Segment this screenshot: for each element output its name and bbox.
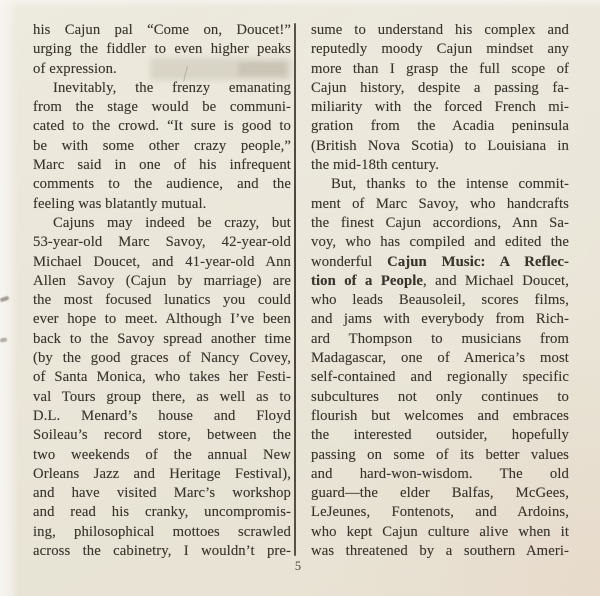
body-text: 53-year-old Marc Savoy, 42-year-old: [33, 234, 291, 251]
body-text: gration from the Acadia peninsula: [311, 118, 569, 135]
body-text: But, thanks to the intense commit-: [331, 176, 569, 193]
body-text: Soileau’s record store, between the: [33, 427, 291, 444]
text-line: [311, 175, 569, 194]
text-line: [311, 79, 569, 98]
body-text: ever hope to meet. Although I’ve been: [33, 311, 291, 328]
book-title-bold-text: Cajun Music: A Reflec-: [387, 253, 569, 270]
body-text: back to the Savoy spread another time: [33, 330, 291, 347]
text-line: [33, 291, 291, 310]
body-text: Allen Savoy (Cajun by marriage) are: [33, 272, 291, 289]
body-text: and read his cranky, uncompromis-: [33, 504, 291, 521]
body-text: Marc said in one of his infrequent: [33, 157, 291, 174]
text-line: [311, 426, 569, 445]
page-top-edge: [0, 0, 600, 8]
body-text: his Cajun pal “Come on, Doucet!”: [33, 22, 291, 38]
body-text: Madagascar, one of America’s most: [311, 350, 569, 367]
body-text: the mid-18th century.: [311, 157, 439, 174]
body-text: two weekends of the annual New: [33, 446, 291, 463]
body-text: more than I grasp the full scope of: [311, 60, 569, 77]
body-text: sume to understand his complex and: [311, 22, 569, 38]
body-text: Cajun history, despite a passing fa-: [311, 79, 569, 96]
body-text: and have visited Marc’s workshop: [33, 485, 291, 502]
body-text: of Santa Monica, who takes her Festi-: [33, 369, 291, 386]
body-text: ard Thompson to musicians from: [311, 330, 569, 347]
text-column-left: [33, 21, 291, 561]
body-text: feeling was blatantly mutual.: [33, 195, 207, 212]
text-line: [311, 233, 569, 252]
text-line: [33, 330, 291, 349]
text-line: [311, 349, 569, 368]
body-text: comments to the audience, and the: [33, 176, 291, 193]
body-text: the most focused lunatics you could: [33, 292, 291, 309]
text-line: [33, 446, 291, 465]
text-line: [311, 272, 569, 291]
text-line: [33, 21, 291, 40]
text-line: [33, 137, 291, 156]
body-text: be with some other crazy people,”: [33, 137, 291, 154]
text-line: [33, 98, 291, 117]
text-line: [33, 79, 291, 98]
text-line: [311, 214, 569, 233]
body-text: guard—the elder Balfas, McGees,: [311, 485, 569, 502]
text-line: [33, 503, 291, 522]
text-line: [33, 368, 291, 387]
text-line: [311, 156, 569, 175]
text-line: [33, 465, 291, 484]
text-line: [311, 446, 569, 465]
page-number: 5: [294, 559, 302, 573]
body-text: and jams with everybody from Rich-: [311, 311, 569, 328]
text-column-right: [311, 21, 569, 561]
body-text: self-contained and regionally specific: [311, 369, 569, 386]
body-text: from the stage would be communi-: [33, 99, 291, 116]
text-line: [33, 117, 291, 136]
text-line: [311, 137, 569, 156]
text-line: [33, 310, 291, 329]
text-line: [311, 60, 569, 79]
body-text: miliarity with the forced French mi-: [311, 99, 569, 116]
text-line: [33, 214, 291, 233]
text-line: [33, 388, 291, 407]
text-line: [311, 465, 569, 484]
text-line: [33, 349, 291, 368]
body-text: subcultures not only continues to: [311, 388, 569, 405]
text-line: [311, 484, 569, 503]
body-text: passing on some of its better values: [311, 446, 569, 463]
text-line: [311, 388, 569, 407]
body-text: cated to the crowd. “It sure is good to: [33, 118, 291, 135]
body-text: , and Michael Doucet,: [423, 272, 569, 289]
text-line: [33, 426, 291, 445]
text-line: [33, 253, 291, 272]
text-line: [33, 272, 291, 291]
body-text: Michael Doucet, and 41-year-old Ann: [33, 253, 291, 270]
body-text: Orleans Jazz and Heritage Festival),: [33, 465, 291, 482]
text-line: [33, 156, 291, 175]
text-line: [33, 484, 291, 503]
text-line: [311, 523, 569, 542]
body-text: (by the good graces of Nancy Covey,: [33, 350, 291, 367]
text-line: [33, 523, 291, 542]
text-line: [311, 117, 569, 136]
text-line: [311, 253, 569, 272]
body-text: LeJeunes, Fontenots, and Ardoins,: [311, 504, 569, 521]
body-text: Cajuns may indeed be crazy, but: [53, 214, 291, 231]
text-line: [33, 60, 291, 79]
text-line: [311, 98, 569, 117]
text-line: [33, 407, 291, 426]
body-text: D.L. Menard’s house and Floyd: [33, 407, 291, 424]
body-text: wonderful: [311, 253, 388, 270]
text-line: [311, 21, 569, 40]
body-text: the interested outsider, hopefully: [311, 427, 569, 444]
body-text: reputedly moody Cajun mindset any: [311, 41, 569, 58]
body-text: who kept Cajun culture alive when it: [311, 523, 569, 540]
body-text: ment of Marc Savoy, who handcrafts: [311, 195, 569, 212]
body-text: and hard-won-wisdom. The old: [311, 465, 569, 482]
text-line: [311, 310, 569, 329]
text-line: [311, 503, 569, 522]
text-line: [311, 330, 569, 349]
book-title-bold-text: tion of a People: [311, 272, 424, 289]
body-text: who leads Beausoleil, scores films,: [311, 292, 569, 309]
body-text: was threatened by a southern Ameri-: [311, 543, 569, 560]
body-text: of expression.: [33, 60, 117, 77]
body-text: flourish but welcomes and embraces: [311, 407, 569, 424]
body-text: Inevitably, the frenzy emanating: [53, 79, 291, 96]
text-line: [33, 40, 291, 59]
body-text: across the cabinetry, I wouldn’t pre-: [33, 543, 291, 560]
text-line: [33, 233, 291, 252]
body-text: voy, who has compiled and edited the: [311, 234, 569, 251]
body-text: urging the fiddler to even higher peaks: [33, 41, 291, 58]
text-line: [311, 291, 569, 310]
column-divider-rule: [294, 23, 296, 556]
body-text: (British Nova Scotia) to Louisiana in: [311, 137, 569, 154]
text-line: [33, 195, 291, 214]
text-line: [311, 368, 569, 387]
body-text: the finest Cajun accordions, Ann Sa-: [311, 214, 569, 231]
body-text: ing, philosophical mottoes scrawled: [33, 523, 291, 540]
text-line: [33, 175, 291, 194]
text-line: [311, 40, 569, 59]
body-text: val Tours group there, as well as to: [33, 388, 291, 405]
text-line: [311, 407, 569, 426]
text-line: [311, 195, 569, 214]
